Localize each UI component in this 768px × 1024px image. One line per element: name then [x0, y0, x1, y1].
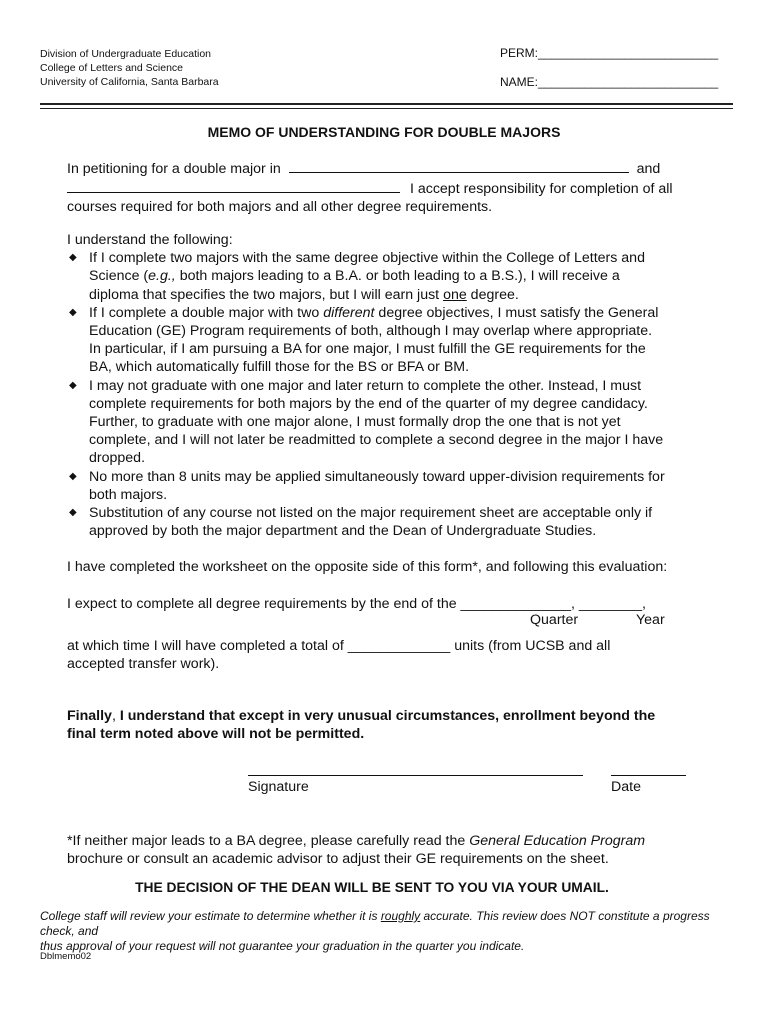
- signature-field[interactable]: [248, 775, 583, 776]
- decision-notice: THE DECISION OF THE DEAN WILL BE SENT TO YOU VIA YOUR UMAIL.: [135, 880, 609, 895]
- perm-field[interactable]: PERM:___________________________: [500, 46, 719, 60]
- staff-review-note: College staff will review your estimate to determine whether it is roughly accurate. This review does NOT constitute a progress check, and thus approval of your request will not guarantee your graduation in the quarter you indicate.: [40, 909, 710, 953]
- major-two-field[interactable]: [67, 178, 400, 193]
- signature-label: Signature: [248, 779, 309, 795]
- year-label: Year: [636, 612, 665, 628]
- college-name: College of Letters and Science: [40, 62, 184, 74]
- diamond-bullet-icon: ◆: [69, 507, 77, 519]
- diamond-bullet-icon: ◆: [69, 470, 77, 482]
- quarter-label: Quarter: [530, 612, 579, 628]
- date-field[interactable]: [611, 775, 686, 776]
- worksheet-statement: I have completed the worksheet on the opposite side of this form*, and following this evaluation:: [67, 559, 668, 575]
- list-item: ◆ If I complete a double major with two different degree objectives, I must satisfy the General Education (GE) Program requirements of both, although I may overlap where appropriate. In particular, if I am pursuing a BA for one major, I must fulfill the GE requirements for the BA, which automatically fulfill those for the BS or BFA or BM.: [69, 304, 659, 376]
- form-code: Dblmemo02: [40, 951, 92, 962]
- understanding-section: [67, 231, 737, 540]
- name-field[interactable]: NAME:___________________________: [500, 75, 719, 89]
- list-item: ◆ If I complete two majors with the same degree objective within the College of Letters and Science (e.g., both majors leading to a B.A. or both leading to a B.S.), I will receive a diploma that specifies the two majors, but I will earn just one degree.: [69, 250, 645, 303]
- petition-and: and: [636, 161, 661, 177]
- list-item: ◆ No more than 8 units may be applied simultaneously toward upper-division requirements for both majors.: [69, 468, 665, 503]
- office-header: [40, 47, 219, 89]
- header-divider-thin: [40, 108, 733, 109]
- units-statement: [67, 637, 747, 673]
- petition-line3: courses required for both majors and all other degree requirements.: [67, 199, 493, 216]
- petition-prefix: In petitioning for a double major in: [67, 161, 281, 177]
- footnote: *If neither major leads to a BA degree, please carefully read the General Education Program brochure or consult an academic advisor to adjust their GE requirements on the sheet.: [67, 833, 646, 868]
- units-line2: accepted transfer work).: [67, 656, 220, 673]
- expected-completion-line[interactable]: I expect to complete all degree requirements by the end of the ______________, ________,: [67, 596, 646, 612]
- diamond-bullet-icon: ◆: [69, 306, 77, 318]
- units-line1[interactable]: at which time I will have completed a total of _____________ units (from UCSB and all: [67, 638, 611, 654]
- petition-accept: I accept responsibility for completion of all: [409, 181, 673, 198]
- university-name: University of California, Santa Barbara: [40, 76, 219, 88]
- major-one-field[interactable]: [289, 158, 629, 173]
- page-title: MEMO OF UNDERSTANDING FOR DOUBLE MAJORS: [207, 124, 561, 140]
- petition-paragraph: [67, 158, 727, 217]
- diamond-bullet-icon: ◆: [69, 379, 77, 391]
- date-label: Date: [611, 779, 641, 795]
- final-term-notice: Finally, I understand that except in very unusual circumstances, enrollment beyond the final term noted above will not be permitted.: [67, 708, 656, 743]
- understanding-list: [67, 249, 737, 540]
- list-item: ◆ I may not graduate with one major and later return to complete the other. Instead, I must complete requirements for both majors by the end of the quarter of my degree candidacy. Further, to graduate with one major alone, I must formally drop the one that is not yet complete, and I will not later be readmitted to complete a second degree in the major I have dropped.: [69, 377, 664, 467]
- list-item: ◆ Substitution of any course not listed on the major requirement sheet are acceptable only if approved by both the major department and the Dean of Undergraduate Studies.: [69, 505, 653, 540]
- diamond-bullet-icon: ◆: [69, 252, 77, 264]
- division-name: Division of Undergraduate Education: [40, 48, 212, 60]
- understand-intro: I understand the following:: [67, 232, 233, 248]
- header-divider-thick: [40, 103, 733, 105]
